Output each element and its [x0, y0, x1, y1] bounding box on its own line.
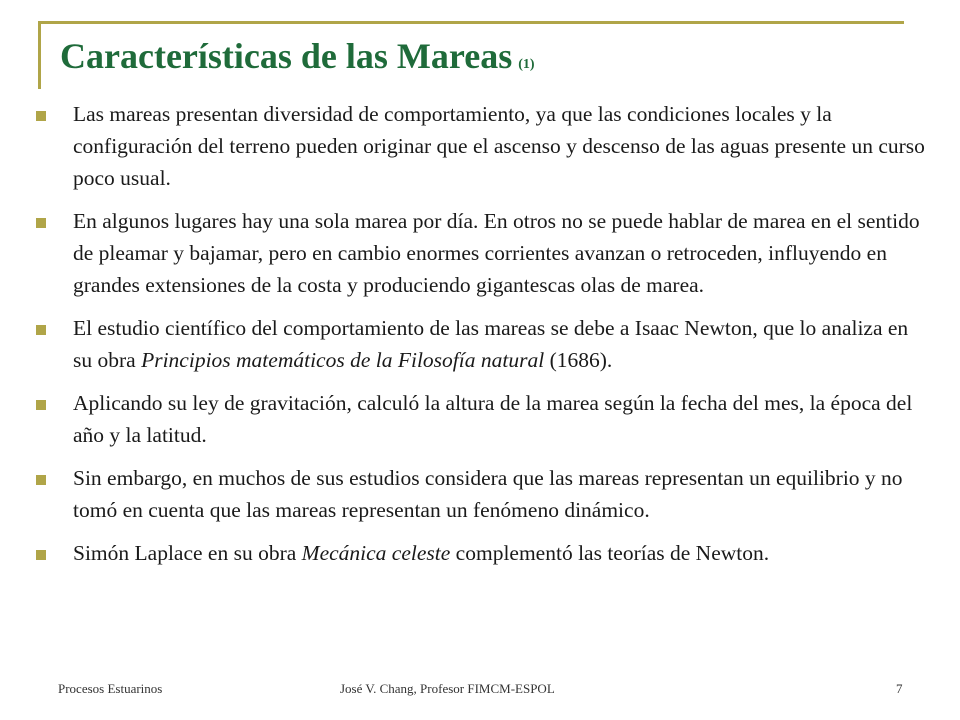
bullet-text: El estudio científico del comportamiento de las mareas se debe a Isaac Newton, que lo analiza en su obra — [73, 316, 909, 372]
footer-course-name: Procesos Estuarinos — [58, 681, 163, 696]
bullet-list — [0, 98, 960, 580]
frame-top-line — [38, 21, 904, 24]
book-title-mecanica-celeste: Mecánica celeste — [301, 541, 451, 565]
square-bullet-icon — [36, 111, 46, 121]
bullet-item — [0, 462, 960, 526]
square-bullet-icon — [36, 550, 46, 560]
bullet-text: Las mareas presentan diversidad de comportamiento, ya que las condiciones locales y la configuración del terreno pueden originar que el ascenso y descenso de las aguas presente un curso poco usual. — [73, 102, 925, 190]
bullet-item — [0, 537, 960, 569]
bullet-text: En algunos lugares hay una sola marea por día. En otros no se puede hablar de marea en el sentido de pleamar y bajamar, pero en cambio enormes corrientes avanzan o retroceden, influyendo en grandes extensiones de la costa y produciendo gigantescas olas de marea. — [73, 209, 920, 297]
bullet-text-end: complementó las teorías de Newton. — [450, 541, 770, 565]
square-bullet-icon — [36, 325, 46, 335]
bullet-item — [0, 387, 960, 451]
bullet-text: Sin embargo, en muchos de sus estudios considera que las mareas representan un equilibrio y no tomó en cuenta que las mareas representan un fenómeno dinámico. — [73, 466, 903, 522]
book-title-principia: Principios matemáticos de la Filosofía natural — [141, 348, 545, 372]
bullet-item — [0, 312, 960, 376]
square-bullet-icon — [36, 475, 46, 485]
bullet-text: Aplicando su ley de gravitación, calculó la altura de la marea según la fecha del mes, la época del año y la latitud. — [73, 391, 913, 447]
bullet-text-end: (1686). — [544, 348, 613, 372]
footer-page-number: 7 — [896, 681, 903, 696]
slide-title — [60, 34, 535, 87]
bullet-text: Simón Laplace en su obra — [73, 541, 302, 565]
bullet-item — [0, 98, 960, 194]
bullet-item — [0, 205, 960, 301]
square-bullet-icon — [36, 218, 46, 228]
frame-left-line — [38, 21, 41, 89]
slide-title-text: Características de las Mareas — [60, 36, 513, 76]
square-bullet-icon — [36, 400, 46, 410]
footer-author: José V. Chang, Profesor FIMCM-ESPOL — [340, 681, 555, 696]
slide-title-suffix: (1) — [518, 57, 535, 72]
